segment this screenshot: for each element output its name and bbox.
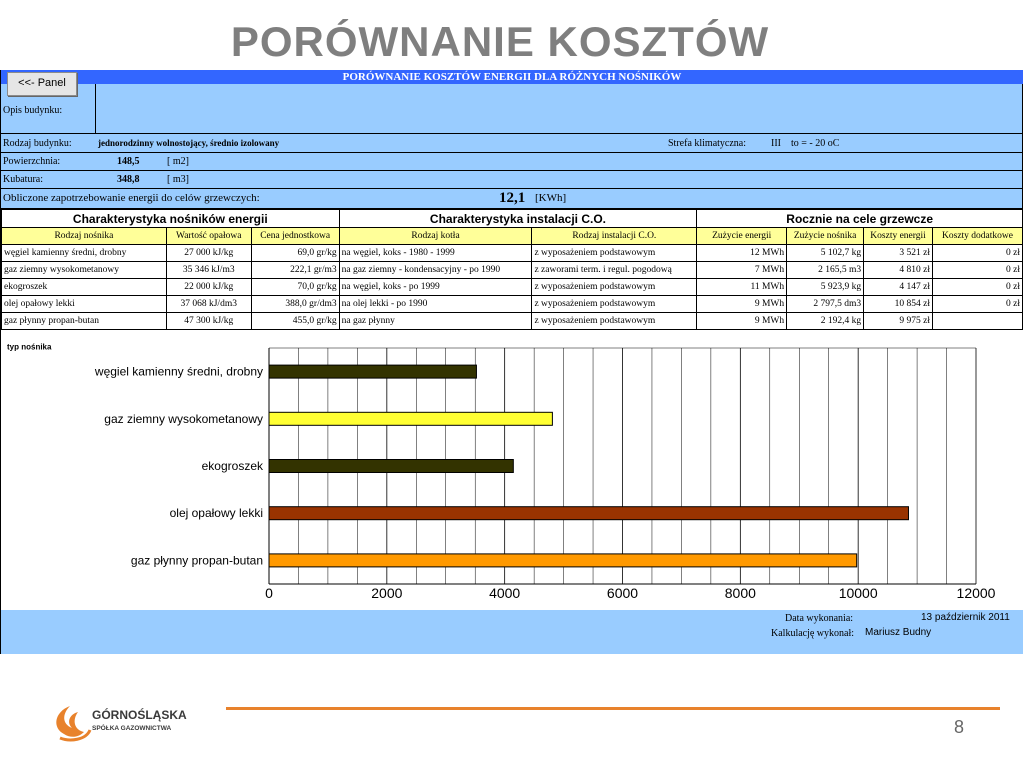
cell-zuzycie-nosnika: 2 165,5 m3 bbox=[787, 262, 864, 279]
rodzaj-value[interactable]: jednorodzinny wolnostojący, średnio izolowany bbox=[98, 138, 280, 148]
col-header: Rodzaj nośnika bbox=[2, 228, 167, 245]
section-rocznie: Rocznie na cele grzewcze bbox=[697, 210, 1023, 228]
powierzchnia-unit: [ m2] bbox=[167, 156, 189, 167]
cell-koszty-dodatkowe[interactable]: 0 zł bbox=[933, 279, 1023, 296]
cell-instalacja[interactable]: z wyposażeniem podstawowym bbox=[532, 245, 697, 262]
cell-cena[interactable]: 455,0 gr/kg bbox=[251, 313, 339, 330]
page-number: 8 bbox=[953, 717, 964, 737]
cell-instalacja[interactable]: z wyposażeniem podstawowym bbox=[532, 313, 697, 330]
cell-koszty-energii: 9 975 zł bbox=[864, 313, 933, 330]
col-header: Zużycie energii bbox=[697, 228, 787, 245]
x-tick-label: 10000 bbox=[838, 585, 878, 601]
col-header: Cena jednostkowa bbox=[251, 228, 339, 245]
spreadsheet bbox=[0, 70, 1023, 654]
cell-koszty-energii: 4 810 zł bbox=[864, 262, 933, 279]
x-tick-label: 12000 bbox=[956, 585, 996, 601]
cell-koszty-energii: 4 147 zł bbox=[864, 279, 933, 296]
chart-bar bbox=[269, 507, 908, 520]
zapotrzebowanie-unit: [KWh] bbox=[535, 192, 567, 204]
cell-wartosc: 37 068 kJ/dm3 bbox=[166, 296, 251, 313]
section-instalacja: Charakterystyka instalacji C.O. bbox=[339, 210, 697, 228]
cell-kociol[interactable]: na węgiel, koks - po 1999 bbox=[339, 279, 532, 296]
cell-koszty-energii: 3 521 zł bbox=[864, 245, 933, 262]
cost-chart-svg bbox=[1, 338, 1023, 610]
col-header: Zużycie nośnika bbox=[787, 228, 864, 245]
cell-instalacja[interactable]: z wyposażeniem podstawowym bbox=[532, 279, 697, 296]
x-tick-label: 2000 bbox=[371, 585, 403, 601]
x-tick-label: 0 bbox=[265, 585, 273, 601]
cell-instalacja[interactable]: z zaworami term. i regul. pogodową bbox=[532, 262, 697, 279]
strefa-temp: to = - 20 oC bbox=[791, 138, 840, 149]
logo-subtitle: SPÓŁKA GAZOWNICTWA bbox=[92, 725, 172, 732]
kubatura-unit: [ m3] bbox=[167, 174, 189, 185]
col-header: Koszty dodatkowe bbox=[933, 228, 1023, 245]
table-row bbox=[2, 245, 1023, 262]
category-label: gaz płynny propan-butan bbox=[130, 553, 263, 568]
cell-wartosc: 35 346 kJ/m3 bbox=[166, 262, 251, 279]
category-label: węgiel kamienny średni, drobny bbox=[94, 364, 263, 379]
company-logo bbox=[50, 700, 210, 742]
footer-area bbox=[1, 610, 1023, 654]
x-tick-label: 4000 bbox=[489, 585, 521, 601]
cell-zuzycie-nosnika: 2 192,4 kg bbox=[787, 313, 864, 330]
cell-zuzycie-energii: 9 MWh bbox=[697, 296, 787, 313]
strefa-label: Strefa klimatyczna: bbox=[668, 138, 747, 149]
cell-nosnik[interactable]: gaz ziemny wysokometanowy bbox=[2, 262, 167, 279]
divider-line bbox=[226, 707, 1000, 710]
cell-koszty-dodatkowe[interactable]: 0 zł bbox=[933, 296, 1023, 313]
costs-table bbox=[1, 209, 1023, 330]
chart-bar bbox=[269, 460, 513, 473]
cell-cena[interactable]: 222,1 gr/m3 bbox=[251, 262, 339, 279]
cell-wartosc: 22 000 kJ/kg bbox=[166, 279, 251, 296]
category-label: olej opałowy lekki bbox=[169, 506, 263, 521]
cell-zuzycie-energii: 12 MWh bbox=[697, 245, 787, 262]
x-tick-label: 6000 bbox=[606, 585, 639, 601]
table-row bbox=[2, 279, 1023, 296]
slide-title: PORÓWNANIE KOSZTÓW bbox=[230, 18, 770, 65]
col-header: Koszty energii bbox=[864, 228, 933, 245]
powierzchnia-row bbox=[1, 153, 1023, 171]
cell-instalacja[interactable]: z wyposażeniem podstawowym bbox=[532, 296, 697, 313]
cell-zuzycie-nosnika: 2 797,5 dm3 bbox=[787, 296, 864, 313]
cell-cena[interactable]: 70,0 gr/kg bbox=[251, 279, 339, 296]
cell-nosnik[interactable]: olej opałowy lekki bbox=[2, 296, 167, 313]
zapotrzebowanie-row bbox=[1, 189, 1023, 209]
cell-koszty-energii: 10 854 zł bbox=[864, 296, 933, 313]
rodzaj-row bbox=[1, 134, 1023, 153]
cell-zuzycie-energii: 7 MWh bbox=[697, 262, 787, 279]
cost-chart bbox=[1, 338, 1023, 610]
cell-koszty-dodatkowe[interactable]: 0 zł bbox=[933, 245, 1023, 262]
zapotrzebowanie-label: Obliczone zapotrzebowanie energii do celów grzewczych: bbox=[3, 192, 260, 204]
chart-bars bbox=[269, 365, 908, 567]
col-header: Rodzaj kotła bbox=[339, 228, 532, 245]
col-header: Rodzaj instalacji C.O. bbox=[532, 228, 697, 245]
kalkulacja-value[interactable]: Mariusz Budny bbox=[865, 627, 932, 638]
kubatura-label: Kubatura: bbox=[3, 174, 43, 185]
cell-zuzycie-nosnika: 5 102,7 kg bbox=[787, 245, 864, 262]
panel-button[interactable]: <<- Panel bbox=[7, 72, 77, 96]
cell-nosnik[interactable]: ekogroszek bbox=[2, 279, 167, 296]
cell-kociol[interactable]: na gaz płynny bbox=[339, 313, 532, 330]
zapotrzebowanie-value: 12,1 bbox=[499, 190, 526, 206]
chart-bar bbox=[269, 365, 476, 378]
powierzchnia-value[interactable]: 148,5 bbox=[117, 156, 140, 167]
data-value[interactable]: 13 październik 2011 bbox=[921, 612, 1010, 623]
cell-wartosc: 27 000 kJ/kg bbox=[166, 245, 251, 262]
category-label: ekogroszek bbox=[201, 459, 263, 473]
chart-bar bbox=[269, 412, 552, 425]
cell-kociol[interactable]: na węgiel, koks - 1980 - 1999 bbox=[339, 245, 532, 262]
cell-zuzycie-energii: 11 MWh bbox=[697, 279, 787, 296]
x-tick-label: 8000 bbox=[724, 585, 756, 601]
logo-name: GÓRNOŚLĄSKA bbox=[92, 708, 187, 722]
powierzchnia-label: Powierzchnia: bbox=[3, 156, 61, 167]
cell-nosnik[interactable]: gaz płynny propan-butan bbox=[2, 313, 167, 330]
chart-tick-labels bbox=[265, 585, 996, 601]
cell-cena[interactable]: 69,0 gr/kg bbox=[251, 245, 339, 262]
opis-label: Opis budynku: bbox=[3, 105, 63, 116]
category-label: gaz ziemny wysokometanowy bbox=[104, 411, 263, 426]
cell-cena[interactable]: 388,0 gr/dm3 bbox=[251, 296, 339, 313]
kubatura-value[interactable]: 348,8 bbox=[117, 174, 140, 185]
kalkulacja-label: Kalkulację wykonał: bbox=[771, 628, 855, 639]
cell-kociol[interactable]: na gaz ziemny - kondensacyjny - po 1990 bbox=[339, 262, 532, 279]
chart-category-labels bbox=[94, 365, 264, 568]
section-nosniki: Charakterystyka nośników energii bbox=[2, 210, 340, 228]
chart-bar bbox=[269, 554, 857, 567]
sheet-header-bar: PORÓWNANIE KOSZTÓW ENERGII DLA RÓŻNYCH NOŚNIKÓW bbox=[1, 70, 1023, 84]
data-label: Data wykonania: bbox=[785, 613, 854, 624]
table-row bbox=[2, 296, 1023, 313]
strefa-value[interactable]: III bbox=[771, 138, 781, 149]
cell-kociol[interactable]: na olej lekki - po 1990 bbox=[339, 296, 532, 313]
chart-ylabel: typ nośnika bbox=[7, 342, 52, 352]
col-header: Wartość opałowa bbox=[166, 228, 251, 245]
cell-wartosc: 47 300 kJ/kg bbox=[166, 313, 251, 330]
cell-zuzycie-energii: 9 MWh bbox=[697, 313, 787, 330]
table-row bbox=[2, 313, 1023, 330]
table-row bbox=[2, 262, 1023, 279]
cell-nosnik[interactable]: węgiel kamienny średni, drobny bbox=[2, 245, 167, 262]
kubatura-row bbox=[1, 171, 1023, 189]
cell-koszty-dodatkowe[interactable]: 0 zł bbox=[933, 262, 1023, 279]
rodzaj-label: Rodzaj budynku: bbox=[3, 138, 72, 149]
opis-row bbox=[1, 84, 1023, 134]
table-header-row bbox=[2, 228, 1023, 245]
opis-input[interactable] bbox=[96, 84, 1023, 134]
table-section-row bbox=[2, 210, 1023, 228]
gas-flame-icon bbox=[50, 700, 210, 742]
cell-koszty-dodatkowe[interactable] bbox=[933, 313, 1023, 330]
cell-zuzycie-nosnika: 5 923,9 kg bbox=[787, 279, 864, 296]
